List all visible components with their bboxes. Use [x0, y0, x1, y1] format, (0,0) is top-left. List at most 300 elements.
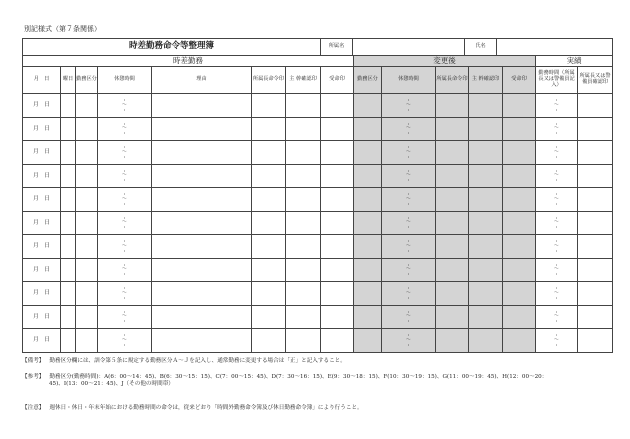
time-colon: : [123, 167, 126, 174]
cell-h-shukan[interactable] [469, 282, 503, 306]
time-colon: : [407, 153, 410, 160]
cell-kinmu-jikan[interactable] [536, 141, 578, 165]
cell-h-shozokucho[interactable] [436, 235, 469, 259]
cell-date: 月 日 [23, 188, 61, 212]
cell-shozokucho-kakunin[interactable] [578, 117, 613, 141]
cell-h-kyukei[interactable] [382, 117, 436, 141]
time-colon: : [555, 120, 558, 127]
time-colon: : [407, 294, 410, 301]
time-range-separator: ～ [121, 242, 127, 249]
cell-shukan[interactable] [286, 164, 321, 188]
cell-h-kyukei[interactable] [382, 164, 436, 188]
time-colon: : [123, 261, 126, 268]
cell-h-shozokucho[interactable] [436, 305, 469, 329]
notes-chui [22, 405, 363, 412]
cell-h-juryo[interactable] [503, 141, 536, 165]
time-colon: : [555, 106, 558, 113]
cell-shozokucho[interactable] [252, 164, 286, 188]
cell-h-shukan[interactable] [469, 188, 503, 212]
header-table [22, 38, 613, 56]
time-colon: : [123, 238, 126, 245]
cell-kinmu-jikan[interactable] [536, 164, 578, 188]
time-colon: : [123, 285, 126, 292]
cell-h-kinmu-kubun[interactable] [354, 141, 382, 165]
cell-kyukei[interactable] [98, 188, 152, 212]
cell-juryo[interactable] [321, 282, 354, 306]
cell-juryo[interactable] [321, 235, 354, 259]
time-colon: : [123, 106, 126, 113]
cell-h-shozokucho[interactable] [436, 164, 469, 188]
cell-juryo[interactable] [321, 258, 354, 282]
time-colon: : [407, 144, 410, 151]
time-colon: : [407, 97, 410, 104]
cell-shukan[interactable] [286, 282, 321, 306]
time-range-separator: ～ [405, 313, 411, 320]
time-colon: : [123, 318, 126, 325]
cell-h-kinmu-kubun[interactable] [354, 188, 382, 212]
cell-h-juryo[interactable] [503, 235, 536, 259]
cell-shozokucho[interactable] [252, 188, 286, 212]
cell-h-shukan[interactable] [469, 329, 503, 353]
time-colon: : [407, 332, 410, 339]
cell-weekday[interactable] [61, 282, 76, 306]
cell-juryo[interactable] [321, 141, 354, 165]
cell-shukan[interactable] [286, 235, 321, 259]
cell-weekday[interactable] [61, 188, 76, 212]
cell-shukan[interactable] [286, 258, 321, 282]
cell-shozokucho-kakunin[interactable] [578, 188, 613, 212]
col-weekday: 曜日 [61, 67, 76, 94]
time-range-separator: ～ [405, 242, 411, 249]
name-label: 氏名 [465, 39, 497, 56]
table-row [23, 329, 613, 353]
cell-kyukei[interactable] [98, 329, 152, 353]
time-colon: : [407, 167, 410, 174]
cell-juryo[interactable] [321, 211, 354, 235]
time-range-separator: ～ [554, 242, 560, 249]
cell-date: 月 日 [23, 94, 61, 118]
time-colon: : [555, 318, 558, 325]
cell-h-kyukei[interactable] [382, 211, 436, 235]
time-range-separator: ～ [405, 195, 411, 202]
cell-h-kinmu-kubun[interactable] [354, 305, 382, 329]
time-colon: : [555, 294, 558, 301]
time-colon: : [555, 285, 558, 292]
time-colon: : [555, 167, 558, 174]
table-row [23, 258, 613, 282]
time-range-separator: ～ [121, 266, 127, 273]
cell-kinmu-kubun[interactable] [76, 235, 98, 259]
time-range-separator: ～ [405, 219, 411, 226]
cell-date: 月 日 [23, 211, 61, 235]
cell-h-juryo[interactable] [503, 94, 536, 118]
cell-shukan[interactable] [286, 94, 321, 118]
table-row [23, 211, 613, 235]
cell-shozokucho[interactable] [252, 305, 286, 329]
time-colon: : [555, 308, 558, 315]
cell-riyu[interactable] [152, 211, 252, 235]
time-colon: : [407, 177, 410, 184]
time-colon: : [555, 191, 558, 198]
time-colon: : [407, 261, 410, 268]
time-range-separator: ～ [405, 336, 411, 343]
time-range-separator: ～ [121, 313, 127, 320]
cell-date: 月 日 [23, 305, 61, 329]
time-range-separator: ～ [554, 148, 560, 155]
cell-h-kinmu-kubun[interactable] [354, 329, 382, 353]
cell-h-kyukei[interactable] [382, 141, 436, 165]
cell-weekday[interactable] [61, 211, 76, 235]
cell-shukan[interactable] [286, 117, 321, 141]
cell-kinmu-kubun[interactable] [76, 141, 98, 165]
cell-kinmu-jikan[interactable] [536, 282, 578, 306]
cell-shozokucho-kakunin[interactable] [578, 305, 613, 329]
time-colon: : [555, 238, 558, 245]
cell-juryo[interactable] [321, 117, 354, 141]
time-range-separator: ～ [121, 101, 127, 108]
cell-weekday[interactable] [61, 117, 76, 141]
cell-kinmu-kubun[interactable] [76, 258, 98, 282]
cell-kinmu-kubun[interactable] [76, 329, 98, 353]
cell-kinmu-jikan[interactable] [536, 235, 578, 259]
cell-h-kyukei[interactable] [382, 329, 436, 353]
cell-h-juryo[interactable] [503, 282, 536, 306]
time-colon: : [555, 224, 558, 231]
cell-h-kinmu-kubun[interactable] [354, 94, 382, 118]
cell-riyu[interactable] [152, 329, 252, 353]
cell-shozokucho-kakunin[interactable] [578, 211, 613, 235]
time-colon: : [555, 341, 558, 348]
cell-h-juryo[interactable] [503, 211, 536, 235]
cell-h-shozokucho[interactable] [436, 329, 469, 353]
cell-h-kinmu-kubun[interactable] [354, 235, 382, 259]
cell-h-kinmu-kubun[interactable] [354, 211, 382, 235]
time-colon: : [407, 200, 410, 207]
page-title: 時差勤務命令等整理簿 [23, 39, 321, 56]
cell-h-juryo[interactable] [503, 164, 536, 188]
cell-shukan[interactable] [286, 188, 321, 212]
col-juryo: 受命印 [321, 67, 354, 94]
cell-weekday[interactable] [61, 164, 76, 188]
biko-label: 【備考】 [22, 358, 45, 364]
cell-h-kyukei[interactable] [382, 188, 436, 212]
cell-kyukei[interactable] [98, 282, 152, 306]
time-colon: : [123, 153, 126, 160]
col-shozokucho: 所属長命令印 [252, 67, 286, 94]
cell-riyu[interactable] [152, 282, 252, 306]
cell-shukan[interactable] [286, 329, 321, 353]
cell-h-shozokucho[interactable] [436, 282, 469, 306]
cell-h-juryo[interactable] [503, 117, 536, 141]
time-range-separator: ～ [554, 219, 560, 226]
chui-text: 週休日・休日・年末年始における勤務時間の命令は，従来どおり「時間外勤務命令簿及び休日勤務命令簿」により行うこと。 [49, 405, 363, 411]
cell-kinmu-jikan[interactable] [536, 305, 578, 329]
time-colon: : [123, 332, 126, 339]
cell-riyu[interactable] [152, 141, 252, 165]
time-colon: : [123, 97, 126, 104]
cell-h-kyukei[interactable] [382, 258, 436, 282]
time-range-separator: ～ [121, 336, 127, 343]
time-colon: : [555, 247, 558, 254]
cell-kinmu-kubun[interactable] [76, 164, 98, 188]
cell-kyukei[interactable] [98, 164, 152, 188]
sanko-text: 勤務区分(勤務時間)：A(6：00～14：45)、B(6：30～15：15)、C(7：00～15：45)、D(7：30～16：15)、E(9：30～18：15)、F(10：30～19：15)、G(11：00～19：45)、H(12：00～20： [49, 374, 548, 380]
cell-weekday[interactable] [61, 94, 76, 118]
time-colon: : [123, 341, 126, 348]
cell-h-kyukei[interactable] [382, 305, 436, 329]
chui-label: 【注意】 [22, 405, 45, 411]
cell-h-juryo[interactable] [503, 258, 536, 282]
form-label: 別記様式（第７条関係） [24, 25, 101, 33]
cell-h-shozokucho[interactable] [436, 188, 469, 212]
cell-h-kyukei[interactable] [382, 282, 436, 306]
cell-h-kinmu-kubun[interactable] [354, 258, 382, 282]
cell-shozokucho-kakunin[interactable] [578, 329, 613, 353]
time-colon: : [123, 200, 126, 207]
cell-riyu[interactable] [152, 235, 252, 259]
time-colon: : [407, 271, 410, 278]
cell-weekday[interactable] [61, 141, 76, 165]
cell-juryo[interactable] [321, 164, 354, 188]
cell-h-shukan[interactable] [469, 164, 503, 188]
cell-date: 月 日 [23, 329, 61, 353]
table-row [23, 164, 613, 188]
cell-riyu[interactable] [152, 188, 252, 212]
cell-kyukei[interactable] [98, 211, 152, 235]
cell-date: 月 日 [23, 235, 61, 259]
cell-shozokucho[interactable] [252, 282, 286, 306]
cell-kinmu-kubun[interactable] [76, 94, 98, 118]
cell-shozokucho-kakunin[interactable] [578, 141, 613, 165]
cell-shozokucho-kakunin[interactable] [578, 164, 613, 188]
time-range-separator: ～ [121, 195, 127, 202]
time-colon: : [555, 153, 558, 160]
cell-kinmu-jikan[interactable] [536, 117, 578, 141]
cell-date: 月 日 [23, 164, 61, 188]
cell-weekday[interactable] [61, 258, 76, 282]
cell-kyukei[interactable] [98, 258, 152, 282]
time-colon: : [123, 177, 126, 184]
cell-h-shukan[interactable] [469, 258, 503, 282]
cell-shozokucho[interactable] [252, 329, 286, 353]
cell-shozokucho[interactable] [252, 94, 286, 118]
cell-shozokucho[interactable] [252, 141, 286, 165]
cell-shozokucho[interactable] [252, 235, 286, 259]
main-table [22, 55, 613, 353]
time-colon: : [555, 177, 558, 184]
table-row [23, 94, 613, 118]
time-range-separator: ～ [405, 125, 411, 132]
cell-h-shozokucho[interactable] [436, 258, 469, 282]
section-henkou: 変更後 [354, 56, 536, 67]
time-colon: : [555, 271, 558, 278]
time-range-separator: ～ [405, 148, 411, 155]
cell-h-shozokucho[interactable] [436, 94, 469, 118]
cell-h-juryo[interactable] [503, 329, 536, 353]
time-colon: : [407, 285, 410, 292]
time-range-separator: ～ [554, 266, 560, 273]
cell-shozokucho-kakunin[interactable] [578, 258, 613, 282]
cell-shozokucho[interactable] [252, 211, 286, 235]
cell-kinmu-jikan[interactable] [536, 94, 578, 118]
time-colon: : [555, 130, 558, 137]
col-h-kinmu-kubun: 勤務区分 [354, 67, 382, 94]
cell-shozokucho-kakunin[interactable] [578, 94, 613, 118]
col-h-kyukei: 休憩時間 [382, 67, 436, 94]
time-colon: : [123, 271, 126, 278]
cell-juryo[interactable] [321, 188, 354, 212]
cell-h-kinmu-kubun[interactable] [354, 117, 382, 141]
cell-shukan[interactable] [286, 141, 321, 165]
col-shozokucho-kakunin: 所属長又は警備員確認印 [578, 67, 613, 94]
time-colon: : [407, 247, 410, 254]
cell-juryo[interactable] [321, 94, 354, 118]
cell-h-kinmu-kubun[interactable] [354, 164, 382, 188]
section-jisa: 時差勤務 [23, 56, 354, 67]
table-row [23, 117, 613, 141]
cell-shozokucho-kakunin[interactable] [578, 235, 613, 259]
cell-h-kyukei[interactable] [382, 235, 436, 259]
cell-kinmu-kubun[interactable] [76, 211, 98, 235]
col-h-shozokucho: 所属長命令印 [436, 67, 469, 94]
time-range-separator: ～ [405, 266, 411, 273]
cell-kinmu-jikan[interactable] [536, 211, 578, 235]
cell-kyukei[interactable] [98, 117, 152, 141]
table-row [23, 282, 613, 306]
cell-kinmu-jikan[interactable] [536, 329, 578, 353]
time-colon: : [555, 214, 558, 221]
time-range-separator: ～ [121, 172, 127, 179]
col-riyu: 理由 [152, 67, 252, 94]
time-colon: : [123, 130, 126, 137]
time-colon: : [123, 224, 126, 231]
time-colon: : [555, 332, 558, 339]
col-h-shukan: 主 幹確認印 [469, 67, 503, 94]
cell-h-shukan[interactable] [469, 235, 503, 259]
cell-h-shozokucho[interactable] [436, 141, 469, 165]
cell-h-shozokucho[interactable] [436, 211, 469, 235]
time-colon: : [407, 308, 410, 315]
time-range-separator: ～ [554, 125, 560, 132]
affiliation-field[interactable] [353, 39, 465, 56]
cell-h-kyukei[interactable] [382, 94, 436, 118]
time-colon: : [555, 144, 558, 151]
cell-date: 月 日 [23, 117, 61, 141]
table-row [23, 235, 613, 259]
cell-kinmu-jikan[interactable] [536, 188, 578, 212]
col-kyukei: 休憩時間 [98, 67, 152, 94]
cell-kyukei[interactable] [98, 235, 152, 259]
time-colon: : [555, 261, 558, 268]
time-range-separator: ～ [554, 172, 560, 179]
section-jisseki: 実績 [536, 56, 613, 67]
time-range-separator: ～ [405, 289, 411, 296]
col-kinmu-kubun: 勤務区分 [76, 67, 98, 94]
cell-riyu[interactable] [152, 305, 252, 329]
cell-h-shukan[interactable] [469, 141, 503, 165]
cell-h-shukan[interactable] [469, 117, 503, 141]
time-colon: : [123, 214, 126, 221]
time-range-separator: ～ [121, 219, 127, 226]
time-colon: : [123, 294, 126, 301]
time-colon: : [407, 191, 410, 198]
time-colon: : [123, 308, 126, 315]
cell-kyukei[interactable] [98, 94, 152, 118]
cell-date: 月 日 [23, 258, 61, 282]
cell-kinmu-kubun[interactable] [76, 117, 98, 141]
time-range-separator: ～ [554, 336, 560, 343]
cell-h-juryo[interactable] [503, 188, 536, 212]
cell-shukan[interactable] [286, 305, 321, 329]
time-range-separator: ～ [554, 101, 560, 108]
sanko-label: 【参考】 [22, 374, 45, 380]
cell-juryo[interactable] [321, 329, 354, 353]
cell-juryo[interactable] [321, 305, 354, 329]
time-range-separator: ～ [554, 195, 560, 202]
col-kinmu-jikan: 勤務時間（所属長又は警備員記入） [536, 67, 578, 94]
time-range-separator: ～ [405, 101, 411, 108]
cell-kinmu-jikan[interactable] [536, 258, 578, 282]
cell-h-shukan[interactable] [469, 94, 503, 118]
biko-text: 勤務区分欄には、訓令第５条に規定する勤務区分Ａ～Ｊを記入し、通常勤務に変更する場合は「正」と記入すること。 [49, 358, 346, 364]
time-range-separator: ～ [405, 172, 411, 179]
name-field[interactable] [497, 39, 613, 56]
cell-h-shozokucho[interactable] [436, 117, 469, 141]
time-range-separator: ～ [554, 289, 560, 296]
cell-date: 月 日 [23, 282, 61, 306]
cell-kyukei[interactable] [98, 141, 152, 165]
cell-h-kinmu-kubun[interactable] [354, 282, 382, 306]
cell-h-shukan[interactable] [469, 211, 503, 235]
cell-riyu[interactable] [152, 94, 252, 118]
affiliation-label: 所属名 [321, 39, 353, 56]
cell-riyu[interactable] [152, 164, 252, 188]
time-colon: : [555, 200, 558, 207]
time-colon: : [123, 191, 126, 198]
cell-shukan[interactable] [286, 211, 321, 235]
notes-biko [22, 358, 346, 365]
cell-date: 月 日 [23, 141, 61, 165]
time-colon: : [407, 130, 410, 137]
cell-shozokucho[interactable] [252, 117, 286, 141]
cell-h-juryo[interactable] [503, 305, 536, 329]
cell-riyu[interactable] [152, 117, 252, 141]
cell-weekday[interactable] [61, 329, 76, 353]
cell-kinmu-kubun[interactable] [76, 305, 98, 329]
time-range-separator: ～ [121, 148, 127, 155]
cell-kinmu-kubun[interactable] [76, 188, 98, 212]
col-shukan: 主 幹確認印 [286, 67, 321, 94]
time-colon: : [555, 97, 558, 104]
time-colon: : [123, 144, 126, 151]
time-colon: : [407, 214, 410, 221]
time-colon: : [407, 341, 410, 348]
time-colon: : [123, 247, 126, 254]
col-h-juryo: 受命印 [503, 67, 536, 94]
time-colon: : [407, 318, 410, 325]
cell-h-shukan[interactable] [469, 305, 503, 329]
cell-kyukei[interactable] [98, 305, 152, 329]
cell-shozokucho[interactable] [252, 258, 286, 282]
cell-weekday[interactable] [61, 235, 76, 259]
cell-kinmu-kubun[interactable] [76, 282, 98, 306]
cell-shozokucho-kakunin[interactable] [578, 282, 613, 306]
cell-riyu[interactable] [152, 258, 252, 282]
time-range-separator: ～ [121, 125, 127, 132]
rows-body [23, 94, 613, 353]
cell-weekday[interactable] [61, 305, 76, 329]
time-range-separator: ～ [121, 289, 127, 296]
